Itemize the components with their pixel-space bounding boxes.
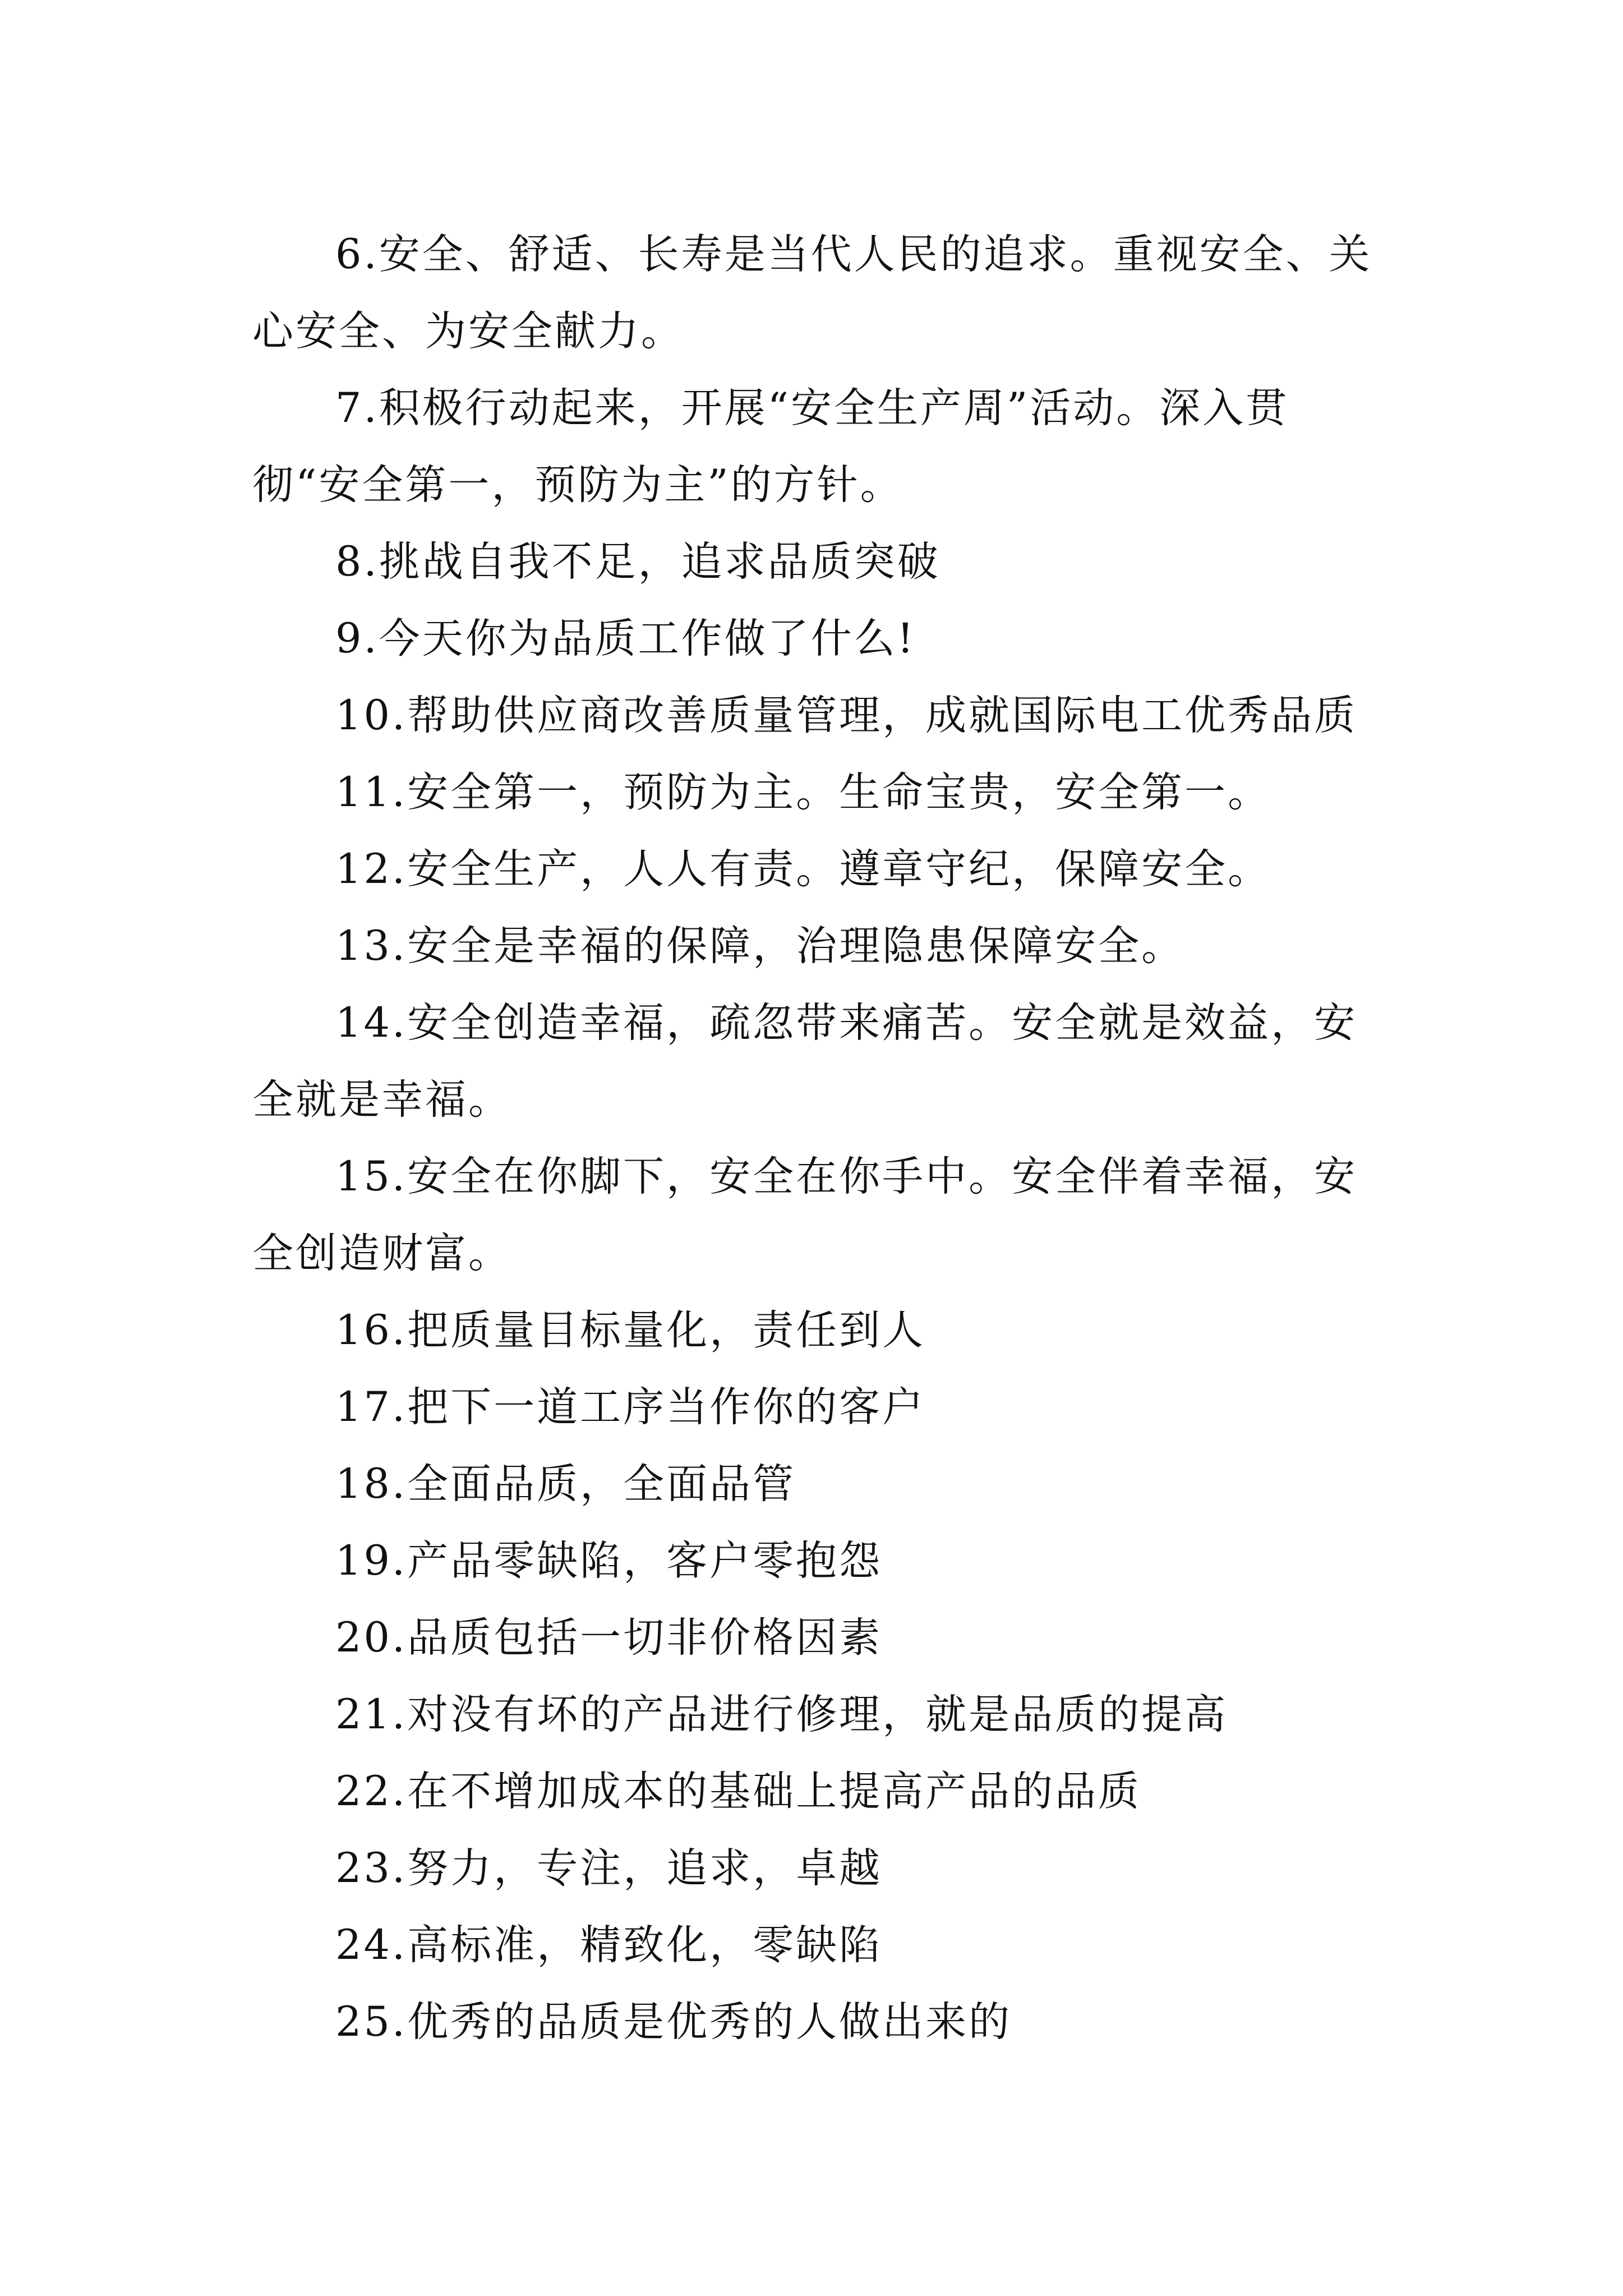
list-item: 14.安全创造幸福，疏忽带来痛苦。安全就是效益，安全就是幸福。	[252, 999, 1358, 1124]
slogan-list	[252, 216, 1385, 2060]
list-item: 23.努力，专注，追求，卓越	[335, 1844, 883, 1892]
list-item: 9.今天你为品质工作做了什么!	[335, 615, 916, 662]
list-item: 15.安全在你脚下，安全在你手中。安全伴着幸福，安全创造财富。	[252, 1153, 1358, 1277]
list-item: 17.把下一道工序当作你的客户	[335, 1383, 926, 1431]
list-item: 19.产品零缺陷，客户零抱怨	[335, 1537, 883, 1585]
list-item: 20.品质包括一切非价格因素	[335, 1614, 883, 1662]
list-item: 18.全面品质，全面品管	[335, 1460, 796, 1508]
list-item: 11.安全第一，预防为主。生命宝贵，安全第一。	[335, 769, 1271, 816]
list-item: 22.在不增加成本的基础上提高产品的品质	[335, 1768, 1142, 1815]
list-item: 12.安全生产，人人有责。遵章守纪，保障安全。	[335, 845, 1271, 893]
list-item: 6.安全、舒适、长寿是当代人民的追求。重视安全、关心安全、为安全献力。	[252, 231, 1372, 355]
list-item: 24.高标准，精致化，零缺陷	[335, 1921, 883, 1969]
list-item: 25.优秀的品质是优秀的人做出来的	[335, 1998, 1012, 2046]
list-item: 13.安全是幸福的保障，治理隐患保障安全。	[335, 922, 1185, 970]
list-item: 10.帮助供应商改善质量管理，成就国际电工优秀品质	[335, 692, 1358, 739]
list-item: 16.把质量目标量化，责任到人	[335, 1306, 926, 1354]
list-item: 21.对没有坏的产品进行修理，就是品质的提高	[335, 1691, 1228, 1738]
list-item: 8.挑战自我不足，追求品质突破	[335, 538, 940, 586]
list-item: 7.积极行动起来，开展“安全生产周”活动。深入贯彻“安全第一，预防为主”的方针。	[252, 384, 1289, 509]
